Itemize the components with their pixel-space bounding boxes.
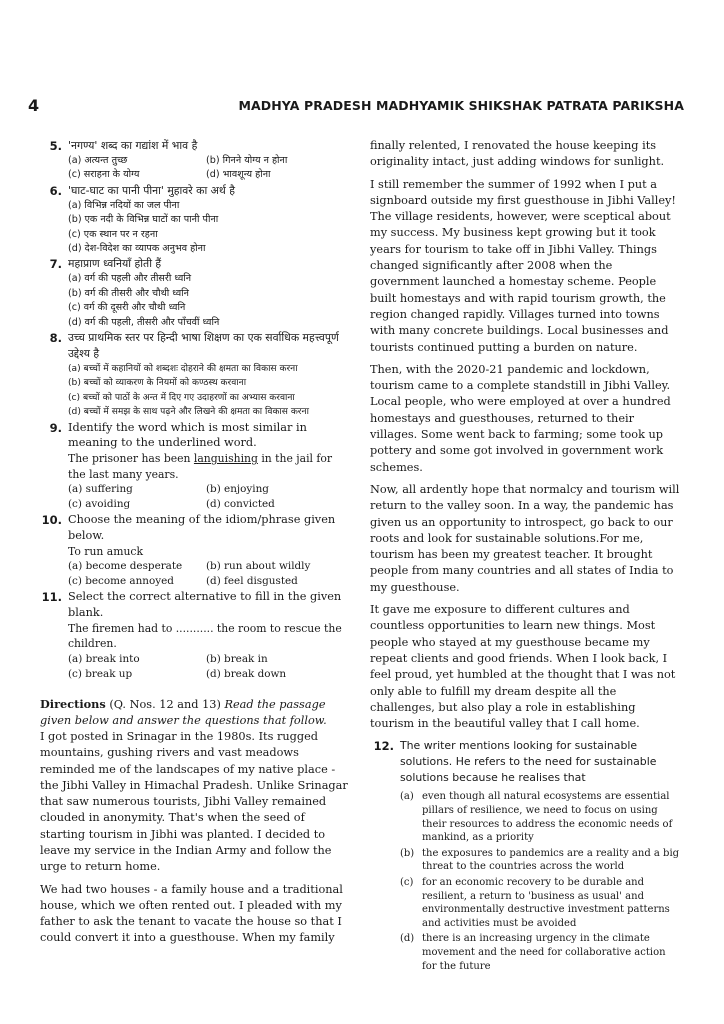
question-11 <box>40 589 348 681</box>
question-text: महाप्राण ध्वनियाँ होती हैं <box>68 257 162 271</box>
right-column <box>370 138 682 975</box>
option-b: (b) वर्ग की तीसरी और चौथी ध्वनि <box>68 287 189 299</box>
option-d: (d) वर्ग की पहली, तीसरी और पाँचवीं ध्वनि <box>68 316 220 328</box>
passage-paragraph: I got posted in Srinagar in the 1980s. Its rugged mountains, gushing rivers and vast meadows reminded me of the landscapes of my native place - the Jibhi Valley in Himachal Pradesh. Unlike Srinagar that saw numerous tourists, Jibhi Valley remained clouded in anonymity. That's when the seed of starting tourism in Jibhi was planted. I decided to leave my service in the Indian Army and follow the urge to return home. <box>40 729 348 874</box>
passage-directions: Directions (Q. Nos. 12 and 13) Read the passage given below and answer the questions that follow. <box>40 696 327 727</box>
option-c: (c) वर्ग की दूसरी और चौथी ध्वनि <box>68 302 186 314</box>
option-a: (a) विभिन्न नदियों का जल पीना <box>68 199 180 211</box>
option-b: (b) enjoying <box>206 483 269 496</box>
option-b: (b) break in <box>206 652 268 665</box>
option-d: (d) there is an increasing urgency in the climate movement and the need for collaborative action for the future <box>400 933 666 972</box>
question-number: 10. <box>41 513 62 528</box>
option-a: (a) become desperate <box>68 560 183 573</box>
option-d: (d) feel disgusted <box>206 575 298 588</box>
passage-paragraph: Now, all ardently hope that normalcy and tourism will return to the valley soon. In a way, the pandemic has given us an opportunity to introspect, go back to our roots and look for sustainable solutions.For me, tourism has been my greatest teacher. It brought people from many countries and all states of India to my guesthouse. <box>370 482 680 594</box>
question-text: The writer mentions looking for sustainable solutions. He refers to the need for sustainable solutions because he realises that <box>400 739 657 785</box>
underlined-word: languishing <box>193 452 258 466</box>
question-text: उच्च प्राथमिक स्तर पर हिन्दी भाषा शिक्षण का एक सर्वाधिक महत्त्वपूर्ण उद्देश्य है <box>68 331 339 361</box>
question-5 <box>40 138 348 183</box>
question-text: Select the correct alternative to fill in the given blank. <box>68 590 342 619</box>
option-c: (c) बच्चों को पाठों के अन्त में दिए गए उदाहरणों का अभ्यास करवाना <box>68 392 295 403</box>
question-9 <box>40 420 348 512</box>
option-a: (a) बच्चों में कहानियों को शब्दशः दोहराने की क्षमता का विकास करना <box>68 364 298 375</box>
option-d: (d) देश-विदेश का व्यापक अनुभव होना <box>68 243 206 255</box>
question-text: Choose the meaning of the idiom/phrase given below. <box>68 513 336 542</box>
passage-paragraph: We had two houses - a family house and a traditional house, which we often rented out. I pleaded with my father to ask the tenant to vacate the house so that I could convert it into a guesthouse. When my family <box>40 882 343 945</box>
question-number: 8. <box>49 331 62 346</box>
option-b: (b) the exposures to pandemics are a reality and a big threat to the countries across the world <box>400 847 680 873</box>
passage-paragraph: I still remember the summer of 1992 when I put a signboard outside my first guesthouse in Jibhi Valley! The village residents, however, were sceptical about my success. My business kept growing but it took years for tourism to take off in Jibhi Valley. Things changed significantly after 2008 when the government launched a homestay scheme. People built homestays and with rapid tourism growth, the region changed rapidly. Villages turned into towns with many concrete buildings. Local businesses and tourists continued putting a burden on nature. <box>370 177 676 354</box>
option-d: (d) break down <box>206 667 287 680</box>
option-c: (c) break up <box>68 667 133 680</box>
option-c: (c) for an economic recovery to be durable and resilient, a return to 'business as usual' and environmentally destructive investment patterns and activities must be avoided <box>400 876 670 929</box>
left-column <box>40 138 348 947</box>
question-number: 6. <box>49 183 62 198</box>
option-a: (a) अत्यन्त तुच्छ <box>68 155 128 166</box>
question-number: 7. <box>49 257 62 272</box>
question-text: 'नगण्य' शब्द का गद्यांश में भाव है <box>68 139 198 152</box>
page-number: 4 <box>28 96 40 115</box>
question-sentence: The prisoner has been languishing in the jail for the last many years. <box>68 452 333 481</box>
question-number: 11. <box>41 590 62 605</box>
question-12 <box>370 738 682 975</box>
passage-paragraph: finally relented, I renovated the house keeping its originality intact, just adding windows for sunlight. <box>370 139 665 169</box>
question-6 <box>40 183 348 257</box>
passage-paragraph: It gave me exposure to different cultures and countless opportunities to learn new things. Most people who stayed at my guesthouse became my repeat clients and good friends. When I look back, I feel proud, yet humbled at the thought that I was not only able to fulfill my dream despite all the challenges, but also play a role in establishing tourism in the beautiful valley that I call home. <box>370 603 676 731</box>
option-d: (d) भावशून्य होना <box>206 169 271 181</box>
running-title: MADHYA PRADESH MADHYAMIK SHIKSHAK PATRATA PARIKSHA <box>238 98 684 113</box>
option-a: (a) वर्ग की पहली और तीसरी ध्वनि <box>68 273 192 285</box>
question-sentence: The firemen had to ........... the room to rescue the children. <box>68 621 342 651</box>
option-c: (c) एक स्थान पर न रहना <box>68 228 158 240</box>
option-a: (a) break into <box>68 652 140 665</box>
option-d: (d) बच्चों में समझ के साथ पढ़ने और लिखने की क्षमता का विकास करना <box>68 407 309 418</box>
question-7 <box>40 256 348 330</box>
option-a: (a) suffering <box>68 483 133 496</box>
idiom-phrase: To run amuck <box>68 544 144 558</box>
option-a: (a) even though all natural ecosystems are essential pillars of resilience, we need to focus on using their resources to address the economic needs of mankind, as a priority <box>400 791 673 844</box>
option-b: (b) run about wildly <box>206 560 311 573</box>
question-number: 12. <box>373 739 394 754</box>
page-header <box>28 96 684 118</box>
question-number: 5. <box>49 139 62 153</box>
question-number: 9. <box>49 420 62 435</box>
option-c: (c) avoiding <box>68 498 131 511</box>
question-8 <box>40 330 348 420</box>
question-text: 'घाट-घाट का पानी पीना' मुहावरे का अर्थ है <box>68 183 235 197</box>
question-text: Identify the word which is most similar in meaning to the underlined word. <box>68 420 307 450</box>
option-c: (c) become annoyed <box>68 575 174 588</box>
question-10 <box>40 512 348 589</box>
option-b: (b) गिनने योग्य न होना <box>206 155 288 166</box>
option-b: (b) बच्चों को व्याकरण के नियमों को कण्ठस्थ करवाना <box>68 378 247 389</box>
option-c: (c) सराहना के योग्य <box>68 169 140 181</box>
option-d: (d) convicted <box>206 498 275 511</box>
option-b: (b) एक नदी के विभिन्न घाटों का पानी पीना <box>68 214 219 226</box>
passage-paragraph: Then, with the 2020-21 pandemic and lockdown, tourism came to a complete standstill in Jibhi Valley. Local people, who were employed at over a hundred homestays and guesthouses, returned to their villages. Some went back to farming; some took up pottery and some got involved in government work schemes. <box>370 362 671 474</box>
